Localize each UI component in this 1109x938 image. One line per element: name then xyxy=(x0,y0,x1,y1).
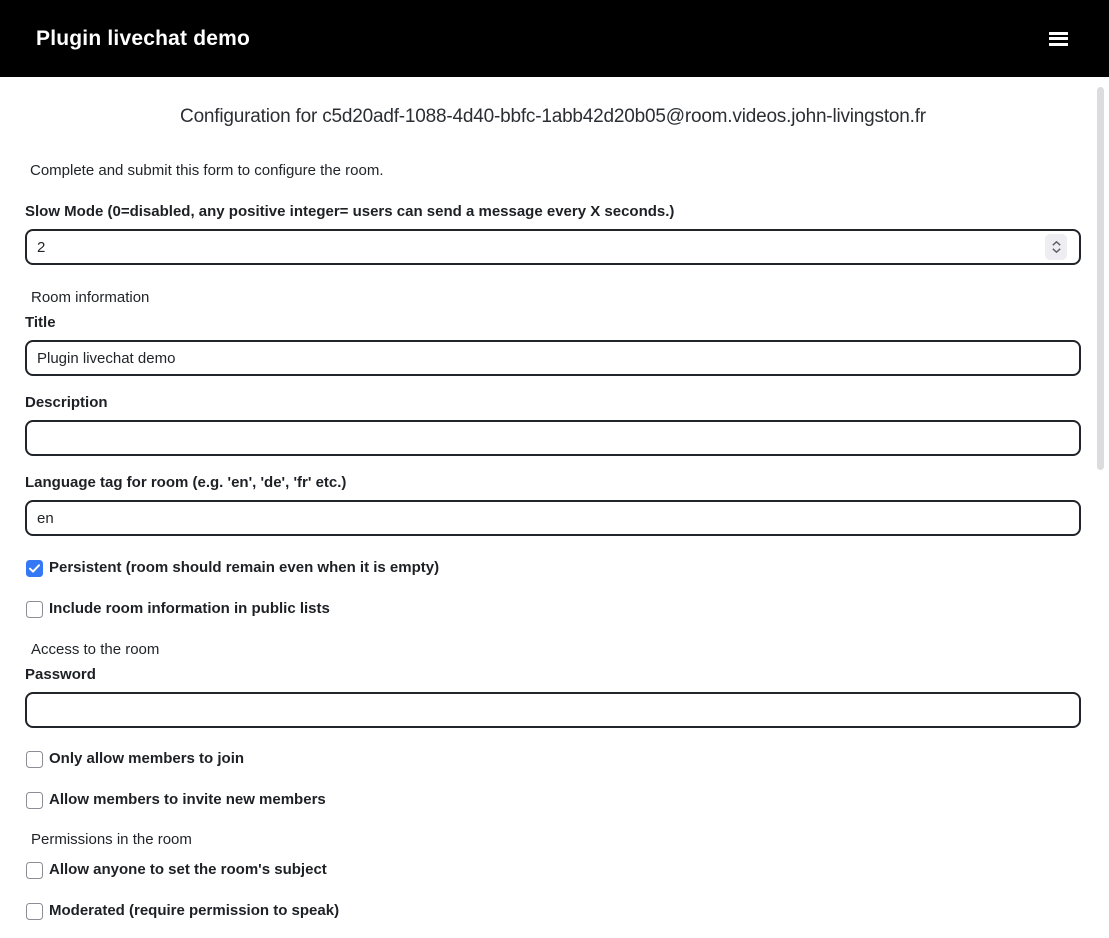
app-header xyxy=(0,0,1109,77)
number-spinner-icon[interactable] xyxy=(1045,234,1067,260)
slow-mode-field xyxy=(25,229,1081,265)
section-access-to-room: Access to the room xyxy=(31,641,160,658)
persistent-checkbox-label: Persistent (room should remain even when it is empty) xyxy=(49,559,440,576)
public-list-checkbox-row[interactable] xyxy=(26,599,1081,619)
persistent-checkbox-row[interactable] xyxy=(26,558,1081,578)
scrollbar-thumb[interactable] xyxy=(1097,87,1104,470)
members-only-checkbox-row[interactable] xyxy=(26,749,1081,769)
persistent-checkbox[interactable] xyxy=(26,560,43,577)
slow-mode-input[interactable] xyxy=(25,229,1081,265)
description-input[interactable] xyxy=(25,420,1081,456)
public-list-checkbox[interactable] xyxy=(26,601,43,618)
language-label: Language tag for room (e.g. 'en', 'de', 'fr' etc.) xyxy=(25,474,347,491)
public-list-checkbox-label: Include room information in public lists xyxy=(49,600,330,617)
members-invite-checkbox[interactable] xyxy=(26,792,43,809)
moderated-checkbox-label: Moderated (require permission to speak) xyxy=(49,902,340,919)
menu-button[interactable] xyxy=(1045,28,1072,50)
form-instructions: Complete and submit this form to configure the room. xyxy=(30,162,384,179)
change-subject-checkbox[interactable] xyxy=(26,862,43,879)
language-input[interactable] xyxy=(25,500,1081,536)
language-field xyxy=(25,500,1081,536)
password-label: Password xyxy=(25,666,96,683)
section-permissions: Permissions in the room xyxy=(31,831,192,848)
moderated-checkbox[interactable] xyxy=(26,903,43,920)
change-subject-checkbox-row[interactable] xyxy=(26,860,1081,880)
hamburger-icon xyxy=(1049,32,1068,46)
description-field xyxy=(25,420,1081,456)
section-room-information: Room information xyxy=(31,289,150,306)
members-only-checkbox[interactable] xyxy=(26,751,43,768)
password-input[interactable] xyxy=(25,692,1081,728)
members-invite-checkbox-label: Allow members to invite new members xyxy=(49,791,326,808)
members-invite-checkbox-row[interactable] xyxy=(26,790,1081,810)
page-title: Configuration for c5d20adf-1088-4d40-bbfc-1abb42d20b05@room.videos.john-livingston.fr xyxy=(180,106,926,127)
password-field xyxy=(25,692,1081,728)
room-configuration-form xyxy=(0,104,1109,921)
moderated-checkbox-row[interactable] xyxy=(26,901,1081,921)
change-subject-checkbox-label: Allow anyone to set the room's subject xyxy=(49,861,327,878)
description-label: Description xyxy=(25,394,108,411)
title-field xyxy=(25,340,1081,376)
members-only-checkbox-label: Only allow members to join xyxy=(49,750,245,767)
title-input[interactable] xyxy=(25,340,1081,376)
app-title: Plugin livechat demo xyxy=(36,26,251,50)
slow-mode-label: Slow Mode (0=disabled, any positive integer= users can send a message every X seconds.) xyxy=(25,203,675,220)
title-label: Title xyxy=(25,314,56,331)
